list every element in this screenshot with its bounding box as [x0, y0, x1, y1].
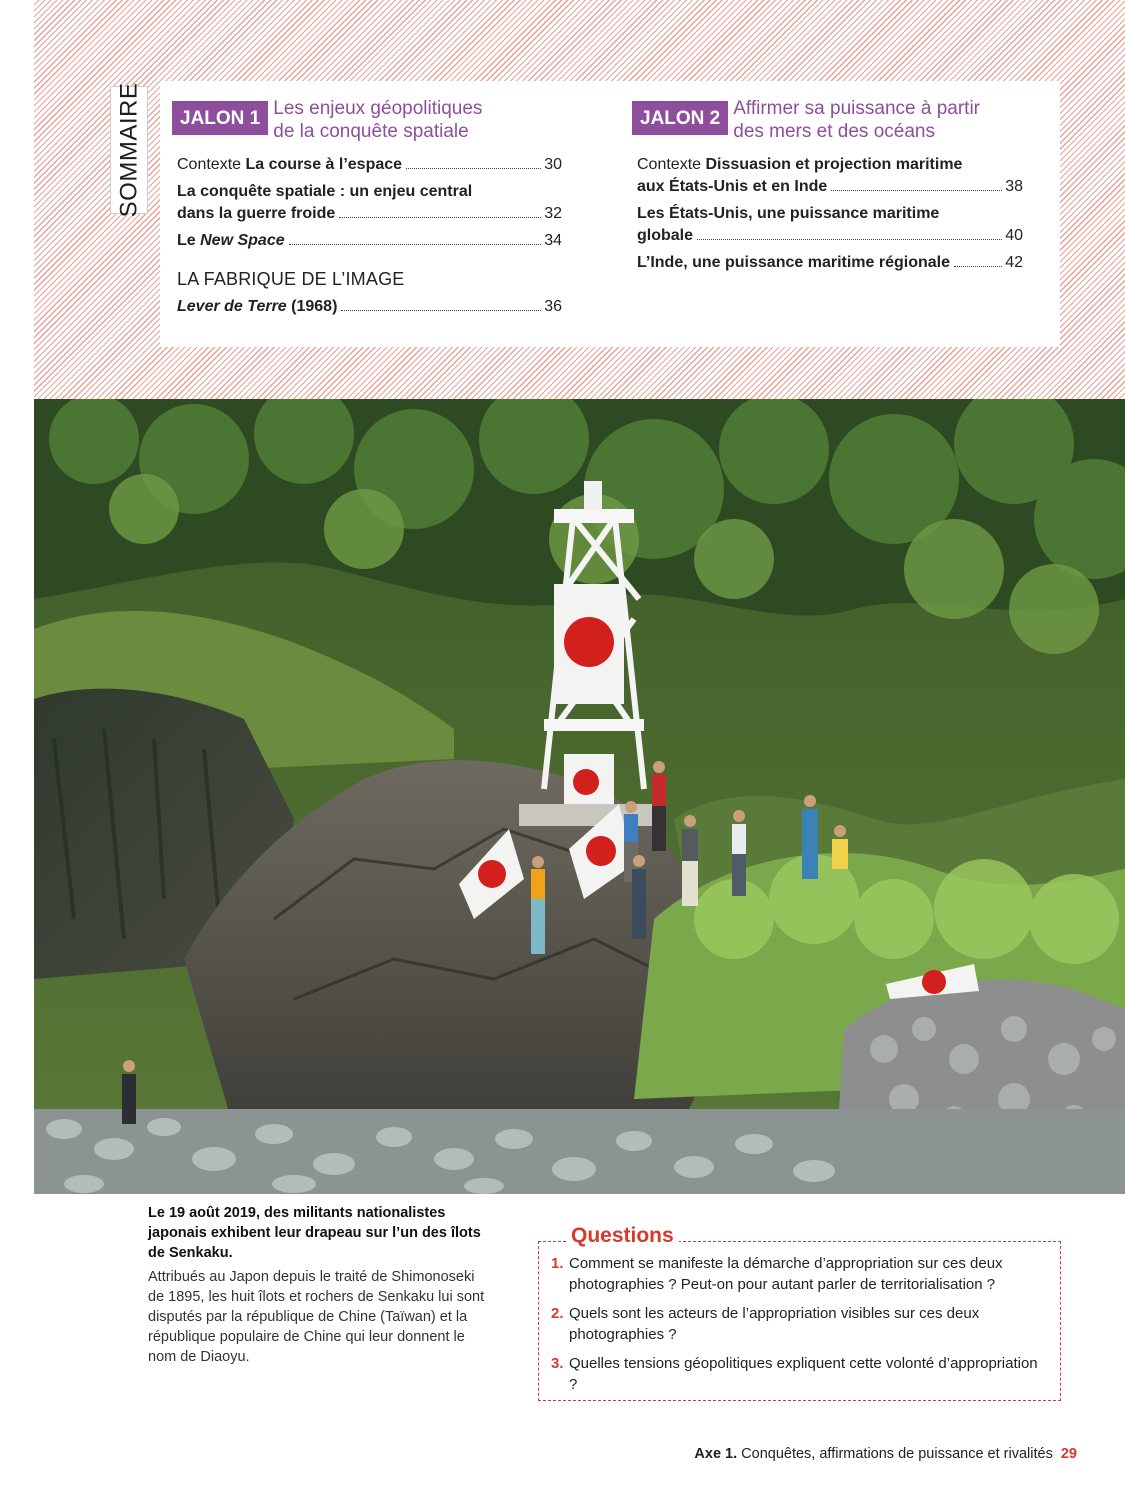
leader-dots	[831, 190, 1002, 191]
jalon1-title	[273, 97, 482, 143]
jalon2-title	[733, 97, 980, 143]
leader-dots	[697, 239, 1002, 240]
caption-body: Attribués au Japon depuis le traité de Shimonoseki de 1895, les huit îlots et rochers de Senkaku lui sont disputés par la république de Chine (Taïwan) et la république populaire de Chine qui leur donnent le nom de Diaoyu.	[148, 1269, 485, 1365]
questions-box	[538, 1241, 1061, 1401]
toc-page-number: 36	[544, 298, 562, 315]
photo-caption	[148, 1203, 488, 1367]
question-item	[551, 1303, 1046, 1345]
photo-illustration	[34, 399, 1125, 1194]
footer-axe: Axe 1.	[694, 1446, 738, 1462]
toc-title-cont: dans la guerre froide	[177, 205, 336, 222]
questions-title: Questions	[566, 1222, 679, 1250]
toc-title: Lever de Terre	[177, 298, 287, 315]
toc-page-number: 42	[1005, 254, 1023, 271]
footer-text: Conquêtes, affirmations de puissance et rivalités	[741, 1446, 1053, 1462]
jalon1-toc	[177, 154, 562, 323]
jalon1-badge: JALON 1	[172, 101, 268, 135]
question-item	[551, 1253, 1046, 1295]
question-text: Comment se manifeste la démarche d’appropriation sur ces deux photographies ? Peut-on pour autant parler de territorialisation ?	[569, 1255, 1003, 1293]
toc-page-number: 38	[1005, 178, 1023, 195]
toc-title: Dissuasion et projection maritime	[705, 156, 963, 173]
page-footer	[694, 1446, 1077, 1462]
toc-page-number: 40	[1005, 227, 1023, 244]
toc-title: New Space	[200, 232, 285, 249]
toc-title-cont: globale	[637, 227, 694, 244]
toc-title: La conquête spatiale : un enjeu central	[177, 183, 473, 200]
jalon2-title-line1: Affirmer sa puissance à partir	[733, 98, 980, 119]
question-number: 1.	[551, 1255, 564, 1272]
toc-title: L’Inde, une puissance maritime régionale	[637, 254, 950, 271]
question-text: Quelles tensions géopolitiques expliquent cette volonté d’appropriation ?	[569, 1355, 1038, 1393]
jalon2-title-line2: des mers et des océans	[733, 121, 935, 142]
question-item	[551, 1353, 1046, 1395]
leader-dots	[339, 217, 541, 218]
question-number: 2.	[551, 1305, 564, 1322]
toc-page-number: 30	[544, 156, 562, 173]
jalon1-title-line2: de la conquête spatiale	[273, 121, 469, 142]
jalon1-title-line1: Les enjeux géopolitiques	[273, 98, 483, 119]
leader-dots	[406, 168, 541, 169]
toc-entry[interactable]	[177, 181, 562, 225]
jalon2-badge: JALON 2	[632, 101, 728, 135]
sommaire-label-tab	[110, 82, 148, 218]
toc-entry[interactable]	[637, 203, 1023, 247]
question-text: Quels sont les acteurs de l’appropriation visibles sur ces deux photographies ?	[569, 1305, 980, 1343]
question-number: 3.	[551, 1355, 564, 1372]
toc-entry[interactable]	[177, 296, 562, 318]
toc-title: La course à l’espace	[245, 156, 403, 173]
toc-page-number: 32	[544, 205, 562, 222]
senkaku-photograph	[34, 399, 1125, 1194]
toc-entry[interactable]	[177, 230, 562, 252]
jalon1-header	[172, 97, 482, 143]
jalon2-toc	[637, 154, 1023, 279]
caption-title: Le 19 août 2019, des militants nationalistes japonais exhibent leur drapeau sur l’un des îlots de Senkaku.	[148, 1205, 481, 1261]
leader-dots	[341, 310, 541, 311]
leader-dots	[289, 244, 542, 245]
toc-page-number: 34	[544, 232, 562, 249]
toc-title: Les États-Unis, une puissance maritime	[637, 205, 940, 222]
page-number: 29	[1060, 1446, 1077, 1462]
leader-dots	[954, 266, 1002, 267]
toc-prefix: Le	[177, 232, 196, 249]
sommaire-label: SOMMAIRE	[115, 82, 142, 218]
toc-title-cont: aux États-Unis et en Inde	[637, 178, 828, 195]
jalon2-header	[632, 97, 980, 143]
toc-year: (1968)	[291, 298, 338, 315]
toc-entry[interactable]	[637, 154, 1023, 198]
toc-prefix: Contexte	[177, 156, 242, 173]
toc-entry[interactable]	[637, 252, 1023, 274]
toc-prefix: Contexte	[637, 156, 702, 173]
toc-entry[interactable]	[177, 154, 562, 176]
section-fabrique-image: LA FABRIQUE DE L’IMAGE	[177, 269, 405, 289]
